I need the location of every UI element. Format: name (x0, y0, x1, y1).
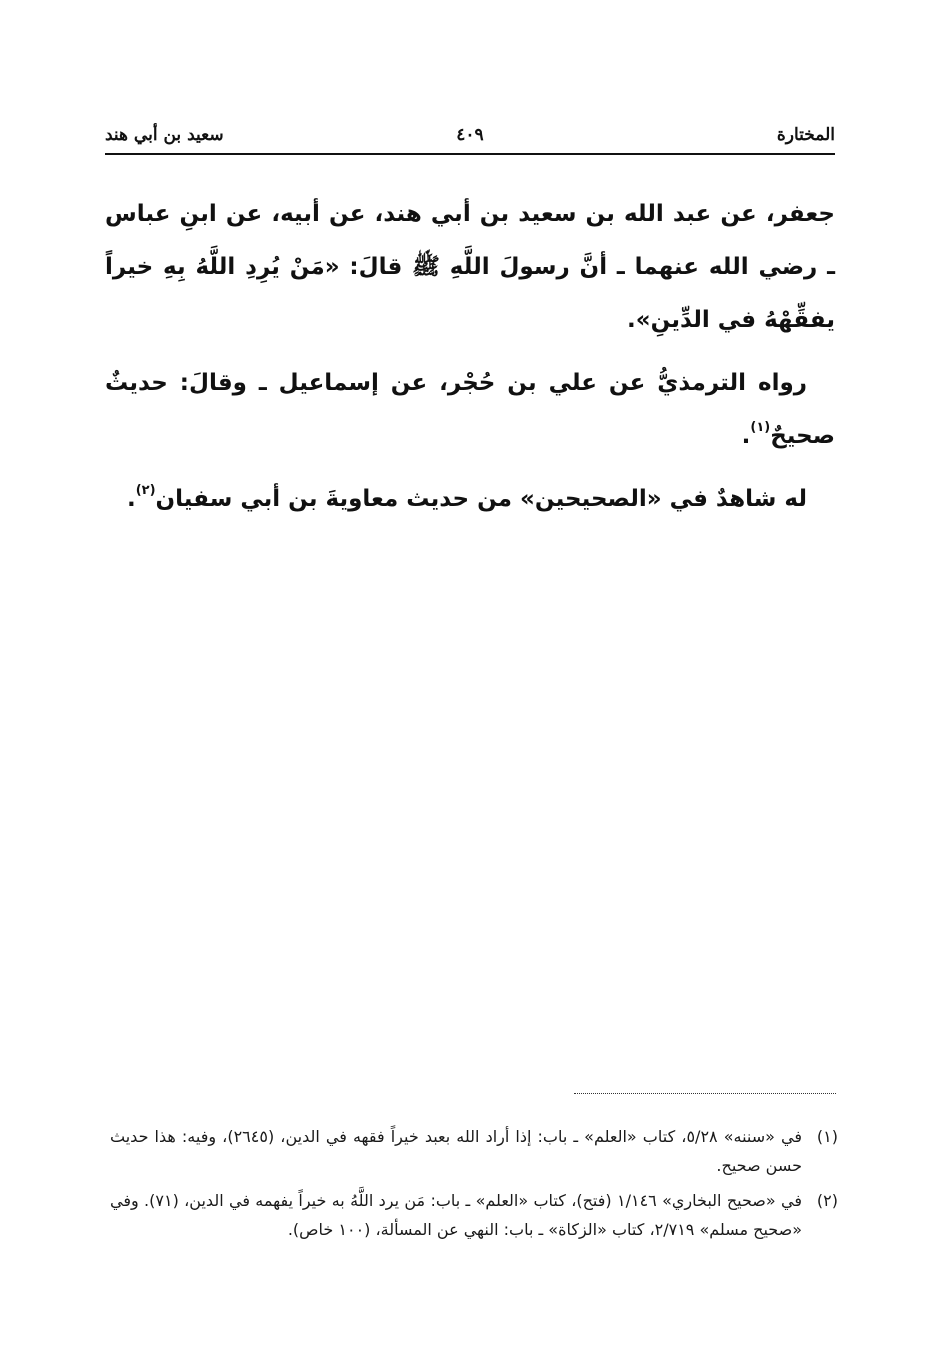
footnote-1 (110, 1122, 838, 1180)
page-number: ٤٠٩ (456, 125, 484, 145)
chapter-title: سعيد بن أبي هند (105, 125, 224, 145)
book-title: المختارة (776, 125, 835, 145)
witness-paragraph (105, 473, 835, 526)
footnote-number: (١) (816, 1127, 838, 1146)
footnote-2 (110, 1186, 838, 1244)
narration-paragraph (105, 357, 835, 463)
footnote-text: في «صحيح البخاري» ١/١٤٦ (فتح)، كتاب «العلم» ـ باب: مَن يرد اللَّهُ به خيراً يفهمه في الدين، (٧١). وفي «صحيح مسلم» ٢/٧١٩، كتاب «الزكاة» ـ باب: النهي عن المسألة، (١٠٠ خاص). (110, 1191, 803, 1239)
footnote-text: في «سننه» ٥/٢٨، كتاب «العلم» ـ باب: إذا أراد الله بعبد خيراً فقهه في الدين، (٢٦٤٥)، وفيه: هذا حديث حسن صحيح. (110, 1127, 803, 1175)
footnote-divider (574, 1093, 836, 1094)
main-text (105, 188, 835, 526)
hadith-text: جعفر، عن عبد الله بن سعيد بن أبي هند، عن أبيه، عن ابنِ عباس ـ رضي الله عنهما ـ أنَّ رسولَ اللَّهِ ﷺ قالَ: «مَنْ يُرِدِ اللَّهُ بِهِ خيراً يفقِّهْهُ في الدِّينِ». (105, 201, 835, 333)
witness-period: . (126, 486, 136, 512)
witness-text: له شاهدٌ في «الصحيحين» من حديث معاويةَ بن أبي سفيان (155, 486, 807, 512)
footnote-ref-2[interactable]: (٢) (135, 483, 156, 498)
hadith-paragraph (105, 188, 835, 347)
narration-text: رواه الترمذيُّ عن علي بن حُجْر، عن إسماعيل ـ وقالَ: حديثٌ صحيحٌ (105, 370, 835, 449)
footnote-ref-1[interactable]: (١) (750, 420, 771, 435)
narration-period: . (741, 423, 751, 449)
header-divider (105, 153, 835, 155)
running-header (105, 122, 835, 152)
footnotes (110, 1122, 838, 1250)
footnote-number: (٢) (816, 1191, 838, 1210)
